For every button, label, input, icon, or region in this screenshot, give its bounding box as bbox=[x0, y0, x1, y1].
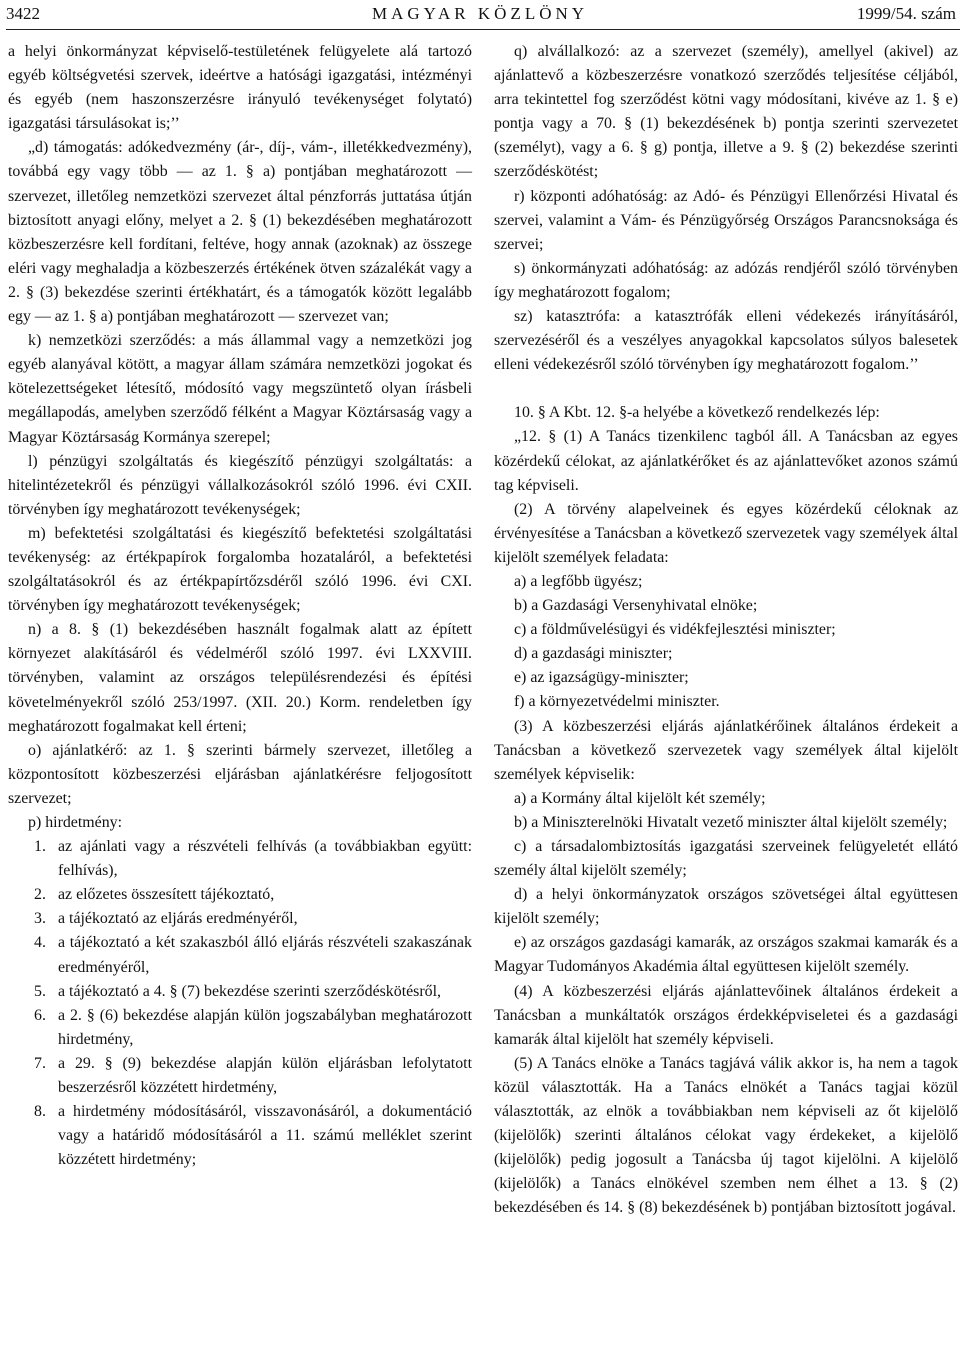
list-item: 3. a tájékoztató az eljárás eredményéről, bbox=[34, 910, 298, 928]
list-item: b) a Gazdasági Versenyhivatal elnöke; bbox=[514, 597, 758, 615]
list-item: c) a társadalombiztosítás igazgatási szerveinek felügyeletét ellátó személy által kijelölt személy; bbox=[494, 838, 958, 880]
section-heading: 10. § A Kbt. 12. §-a helyébe a következő rendelkezés lép: bbox=[514, 404, 880, 422]
list-item: a) a Kormány által kijelölt két személy; bbox=[514, 789, 766, 807]
paragraph-definition-d: „d) támogatás: adókedvezmény (ár-, díj-, vám-, illetékkedvezmény), továbbá egy vagy több — az 1. § a) pontjában meghatározott — szervezet, illetőleg nemzetközi szervezet által pénzforrás juttatása útján biztosított anyagi előny, melyet a 2. § (1) bekezdésében meghatározott közbeszerzésre kell fordítani, feltéve, hogy annak (azoknak) az összege eléri vagy meghaladja a közbeszerzés értékének ötven százalékát vagy a 2. § (3) bekezdése szerinti értékhatárt, és a támogatók között legalább egy — az 1. § a) pontjában meghatározott — szervezet van; bbox=[8, 139, 472, 326]
paragraph: a helyi önkormányzat képviselő-testületének felügyelete alá tartozó egyéb költségvetési szervek, ideértve a hatósági igazgatási, intézményi és egyéb (nem haszonszerzésre irányuló tevékenységet folytató) igazgatási társulásokat is;’’ bbox=[8, 43, 472, 133]
paragraph-definition-sz: sz) katasztrófa: a katasztrófák elleni védekezés irányításáról, szervezéséről és a veszélyes anyagokkal kapcsolatos súlyos balesetek elleni védekezésről szóló törvényben így meghatározott fogalom.’’ bbox=[494, 308, 958, 374]
paragraph: (4) A közbeszerzési eljárás ajánlattevőinek általános érdekeit a Tanácsban a munkáltatók országos érdekképviseletei és a gazdasági kamarák által kijelölt hat személy képviseli. bbox=[494, 982, 958, 1048]
list-item: c) a földművelésügyi és vidékfejlesztési miniszter; bbox=[514, 621, 836, 639]
paragraph: (3) A közbeszerzési eljárás ajánlatkérőinek általános érdekeit a Tanácsban a következő szervezetek vagy személyek által kijelölt személyek képviselik: bbox=[494, 717, 958, 783]
paragraph-definition-q: q) alvállalkozó: az a szervezet (személy), amellyel (akivel) az ajánlattevő a közbeszerzésre vonatkozó szerződés teljesítése céljából, arra tekintettel fog szerződést kötni vagy módosítani, kivéve az 1. § e) pontja vagy a 70. § (1) bekezdésének b) pontja szerinti szervezetet (személyt), vagy a 6. § g) pontja, illetve a 9. § (2) bekezdése szerinti szerződéskötést; bbox=[494, 43, 958, 181]
paragraph-definition-m: m) befektetési szolgáltatási és kiegészítő befektetési szolgáltatási tevékenység: az értékpapírok forgalomba hozataláról, a befektetési szolgáltatásokról és az értékpapírtőzsdéről szóló 1996. évi CXI. törvényben így meghatározott tevékenységek; bbox=[8, 524, 472, 615]
list-item: 5. a tájékoztató a 4. § (7) bekezdése szerinti szerződéskötésről, bbox=[34, 982, 441, 1000]
paragraph-definition-n: n) a 8. § (1) bekezdésében használt fogalmak alatt az épített környezet alakításáról és védelméről szóló 1997. évi LXXVIII. törvényben, valamint az országos településrendezési és építési követelményekről szóló 253/1997. (XII. 20.) Korm. rendeletben így meghatározott fogalmakat kell érteni; bbox=[8, 621, 472, 735]
list-item: f) a környezetvédelmi miniszter. bbox=[514, 693, 720, 711]
list-item: a) a legfőbb ügyész; bbox=[514, 572, 643, 590]
list-item: 8. a hirdetmény módosításáról, visszavonásáról, a dokumentáció vagy a határidő módosításáról a 11. számú melléklet szerint közzétett hirdetmény; bbox=[34, 1103, 472, 1169]
journal-title: MAGYAR KÖZLÖNY bbox=[371, 4, 589, 23]
paragraph-definition-s: s) önkormányzati adóhatóság: az adózás rendjéről szóló törvényben így meghatározott fogalom; bbox=[494, 259, 958, 301]
paragraph-definition-p: p) hirdetmény: bbox=[28, 814, 122, 831]
issue-number: 1999/54. szám bbox=[856, 4, 956, 23]
list-item: 4. a tájékoztató a két szakaszból álló eljárás részvételi szakaszának eredményéről, bbox=[34, 934, 472, 976]
list-item: e) az országos gazdasági kamarák, az országos szakmai kamarák és a Magyar Tudományos Akadémia által együttesen kijelölt személy. bbox=[494, 934, 958, 976]
paragraph-definition-k: k) nemzetközi szerződés: a más állammal vagy a nemzetközi jog egyéb alanyával kötött, a magyar állam számára nemzetközi jogokat és kötelezettségeket létesítő, módosító vagy megszüntető olyan írásbeli megállapodás, amelyben szerződő félként a Magyar Köztársaság vagy a Magyar Köztársaság Kormánya szerepel; bbox=[8, 332, 472, 446]
paragraph: (2) A törvény alapelveinek és egyes közérdekű céloknak az érvényesítése a Tanácsban a következő szervezetek vagy személyek által kijelölt személyek feladata: bbox=[494, 500, 958, 566]
right-column bbox=[494, 40, 958, 1221]
list-item: 7. a 29. § (9) bekezdése alapján külön eljárásban lefolytatott beszerzésről közzétett hirdetmény, bbox=[34, 1054, 472, 1097]
paragraph-definition-l: l) pénzügyi szolgáltatás és kiegészítő pénzügyi szolgáltatás: a hitelintézetekről és pénzügyi vállalkozásokról szóló 1996. évi CXII. törvényben így meghatározott tevékenységek; bbox=[8, 452, 472, 518]
left-column bbox=[8, 40, 472, 1172]
page-number: 3422 bbox=[6, 4, 40, 23]
list-item: 1. az ajánlati vagy a részvételi felhívás (a továbbiakban együtt: felhívás), bbox=[34, 838, 472, 880]
page-header bbox=[0, 4, 960, 26]
list-item: d) a helyi önkormányzatok országos szövetségei által együttesen kijelölt személy; bbox=[494, 886, 958, 928]
paragraph: „12. § (1) A Tanács tizenkilenc tagból áll. A Tanácsban az egyes közérdekű célokat, az ajánlatkérőket és az ajánlattevőket azonos számú tag képviseli. bbox=[494, 428, 958, 494]
paragraph: (5) A Tanács elnöke a Tanács tagjává válik akkor is, ha nem a tagok közül választották. Ha a Tanács elnökét a Tanács tagjai közül választották, az elnök a továbbiakban nem képviseli az őt kijelölő (kijelölők) szerinti általános célokat vagy érdekeket, a kijelölő (kijelölők) pedig jogosult a Tanácsba új tagot kijelölni. A kijelölő (kijelölők) a Tanács elnökével szemben nem élhet a 13. § (2) bekezdésében és 14. § (8) bekezdésének b) pontjában biztosított jogával. bbox=[494, 1054, 958, 1217]
list-item: 6. a 2. § (6) bekezdése alapján külön jogszabályban meghatározott hirdetmény, bbox=[34, 1006, 472, 1048]
list-item: e) az igazságügy-miniszter; bbox=[514, 669, 689, 687]
list-item: b) a Miniszterelnöki Hivatalt vezető miniszter által kijelölt személy; bbox=[514, 813, 948, 831]
paragraph-definition-r: r) központi adóhatóság: az Adó- és Pénzügyi Ellenőrzési Hivatal és szervei, valamint a Vám- és Pénzügyőrség Országos Parancsnoksága és szervei; bbox=[494, 187, 958, 253]
list-item: 2. az előzetes összesített tájékoztató, bbox=[34, 886, 275, 904]
paragraph-definition-o: o) ajánlatkérő: az 1. § szerinti bármely szervezet, illetőleg a központosított közbeszerzési eljárásban ajánlatkérésre feljogosított szervezet; bbox=[8, 741, 472, 807]
list-item: d) a gazdasági miniszter; bbox=[514, 645, 673, 663]
header-rule bbox=[6, 29, 960, 30]
